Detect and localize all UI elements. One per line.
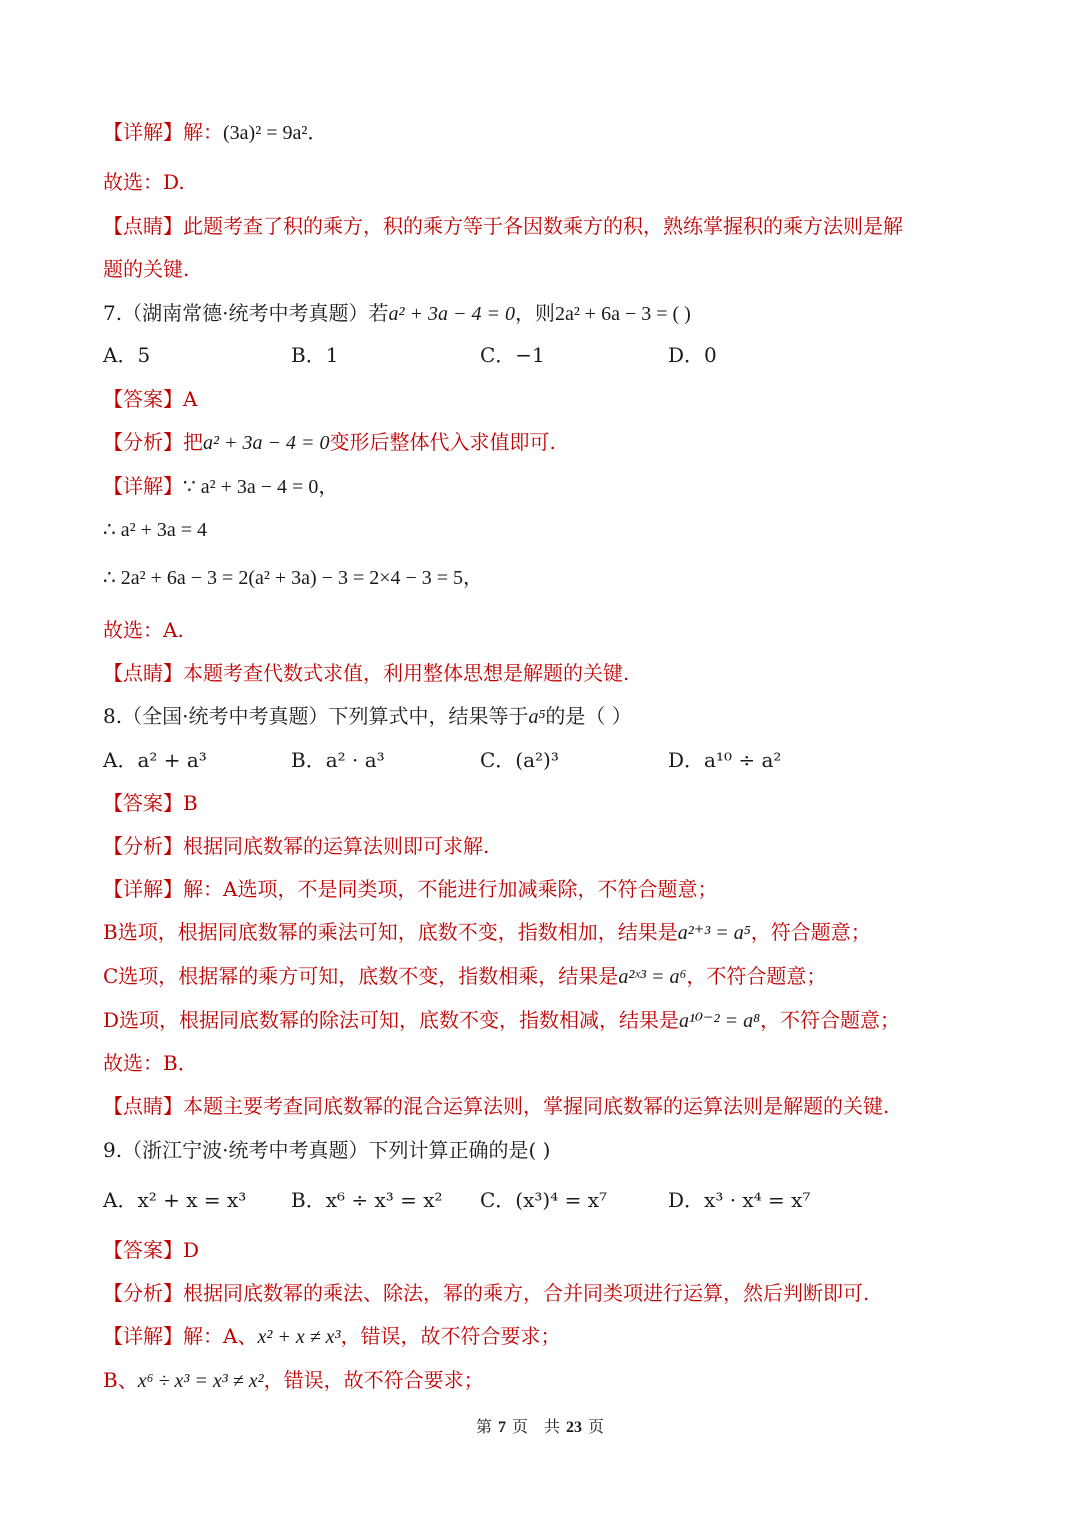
chosen-answer: 故选：D. xyxy=(103,170,185,194)
math-expression: a⁵ xyxy=(528,706,546,728)
option-d: D．a¹⁰ ÷ a² xyxy=(668,748,782,772)
analysis-label: 【分析】 xyxy=(103,1281,183,1305)
answer-line xyxy=(103,385,197,413)
option-c: C．−1 xyxy=(480,343,545,367)
answer-line xyxy=(103,1236,199,1264)
comment-text: 本题考查代数式求值，利用整体思想是解题的关键. xyxy=(183,661,630,685)
solution-step: ∴ a² + 3a = 4 xyxy=(103,519,208,541)
question-text: 8.（全国·统考中考真题）下列算式中，结果等于 xyxy=(103,704,529,728)
detail-text: B选项，根据同底数幂的乘法可知，底数不变，指数相加，结果是 xyxy=(103,920,678,944)
analysis-line xyxy=(103,1279,869,1307)
math-expression: x² + x ≠ x³ xyxy=(257,1326,341,1348)
comment-text-cont: 题的关键. xyxy=(103,257,190,281)
option-d: D．0 xyxy=(668,343,717,367)
question-text: ，则 xyxy=(514,301,555,325)
chosen-answer: 故选：B． xyxy=(103,1051,198,1075)
option-a: A．5 xyxy=(103,343,151,367)
prev-comment-line xyxy=(103,212,903,240)
option-c: C．(a²)³ xyxy=(480,748,559,772)
math-expression: a² + 3a − 4 = 0 xyxy=(388,303,515,325)
answer-label: 【答案】 xyxy=(103,791,183,815)
detail-text: D选项，根据同底数幂的除法可知，底数不变，指数相减，结果是 xyxy=(103,1008,680,1032)
page-footer xyxy=(0,1414,1080,1437)
detail-text: ，不符合题意； xyxy=(686,964,827,988)
detail-text: ，错误，故不符合要求； xyxy=(263,1368,484,1392)
math-expression: x⁶ ÷ x³ = x³ ≠ x² xyxy=(137,1370,264,1392)
detail-label: 【详解】 xyxy=(103,1324,183,1348)
answer-line xyxy=(103,789,198,817)
chosen-answer: 故选：A. xyxy=(103,618,184,642)
footer-text: 页 共 xyxy=(511,1417,560,1436)
detail-line xyxy=(103,1006,900,1035)
answer-label: 【答案】 xyxy=(103,387,183,411)
detail-label: 【详解】 xyxy=(103,120,183,144)
detail-line xyxy=(103,1322,561,1351)
footer-text: 页 xyxy=(588,1417,605,1436)
analysis-label: 【分析】 xyxy=(103,430,183,454)
question-7-stem xyxy=(103,299,691,328)
math-expression: ∵ a² + 3a − 4 = 0， xyxy=(183,476,339,498)
comment-line xyxy=(103,1092,889,1120)
option-b: B．a² · a³ xyxy=(291,748,385,772)
detail-text: B、 xyxy=(103,1368,138,1392)
comment-label: 【点睛】 xyxy=(103,1094,183,1118)
detail-line xyxy=(103,472,338,501)
analysis-text: 根据同底数幂的乘法、除法，幂的乘方，合并同类项进行运算，然后判断即可. xyxy=(183,1281,870,1305)
detail-text: 解：A选项，不是同类项，不能进行加减乘除，不符合题意； xyxy=(183,877,718,901)
option-c: C．(x³)⁴ = x⁷ xyxy=(480,1188,607,1212)
question-9-stem: 9.（浙江宁波·统考中考真题）下列计算正确的是( ) xyxy=(103,1138,551,1162)
detail-label: 【详解】 xyxy=(103,474,183,498)
math-expression: a²⁺³ = a⁵ xyxy=(677,922,751,944)
question-text: 7.（湖南常德·统考中考真题）若 xyxy=(103,301,389,325)
math-expression: a² + 3a − 4 = 0 xyxy=(203,432,330,454)
analysis-label: 【分析】 xyxy=(103,834,183,858)
detail-line xyxy=(103,875,717,903)
analysis-text: 变形后整体代入求值即可. xyxy=(329,430,556,454)
answer-value: A xyxy=(183,387,198,411)
prev-detail-line xyxy=(103,118,327,147)
page-number: 7 xyxy=(497,1419,506,1436)
detail-line xyxy=(103,962,826,991)
detail-label: 【详解】 xyxy=(103,877,183,901)
analysis-line xyxy=(103,832,489,860)
comment-label: 【点睛】 xyxy=(103,214,183,238)
option-b: B．1 xyxy=(291,343,339,367)
answer-label: 【答案】 xyxy=(103,1238,183,1262)
detail-text: 解：A、 xyxy=(183,1324,258,1348)
option-d: D．x³ · x⁴ = x⁷ xyxy=(668,1188,811,1212)
detail-line xyxy=(103,918,871,947)
math-expression: a²ˣ³ = a⁶ xyxy=(618,966,687,988)
total-pages: 23 xyxy=(566,1419,582,1436)
question-text: 的是（ ） xyxy=(545,704,632,728)
question-8-stem xyxy=(103,702,632,731)
option-b: B．x⁶ ÷ x³ = x² xyxy=(291,1188,443,1212)
analysis-text: 把 xyxy=(183,430,203,454)
comment-label: 【点睛】 xyxy=(103,661,183,685)
analysis-line xyxy=(103,428,556,457)
comment-line xyxy=(103,659,629,687)
math-expression: a¹⁰⁻² = a⁸ xyxy=(679,1010,761,1032)
answer-value: B xyxy=(183,791,198,815)
detail-text: ，不符合题意； xyxy=(760,1008,901,1032)
math-expression: (3a)² = 9a²． xyxy=(223,122,328,144)
math-expression: 2a² + 6a − 3 = ( ) xyxy=(554,303,691,325)
detail-prefix: 解： xyxy=(183,120,223,144)
comment-text: 本题主要考查同底数幂的混合运算法则，掌握同底数幂的运算法则是解题的关键. xyxy=(183,1094,890,1118)
detail-line xyxy=(103,1366,484,1395)
option-a: A．a² + a³ xyxy=(103,748,207,772)
detail-text: ，错误，故不符合要求； xyxy=(340,1324,561,1348)
comment-text: 此题考查了积的乘方，积的乘方等于各因数乘方的积，熟练掌握积的乘方法则是解 xyxy=(183,214,903,238)
footer-text: 第 xyxy=(475,1417,492,1436)
answer-value: D xyxy=(183,1238,200,1262)
analysis-text: 根据同底数幂的运算法则即可求解. xyxy=(183,834,490,858)
detail-text: C选项，根据幂的乘方可知，底数不变，指数相乘，结果是 xyxy=(103,964,619,988)
option-a: A．x² + x = x³ xyxy=(103,1188,247,1212)
detail-text: ，符合题意； xyxy=(750,920,871,944)
solution-step: ∴ 2a² + 6a − 3 = 2(a² + 3a) − 3 = 2×4 − 3 = 5， xyxy=(103,567,484,589)
